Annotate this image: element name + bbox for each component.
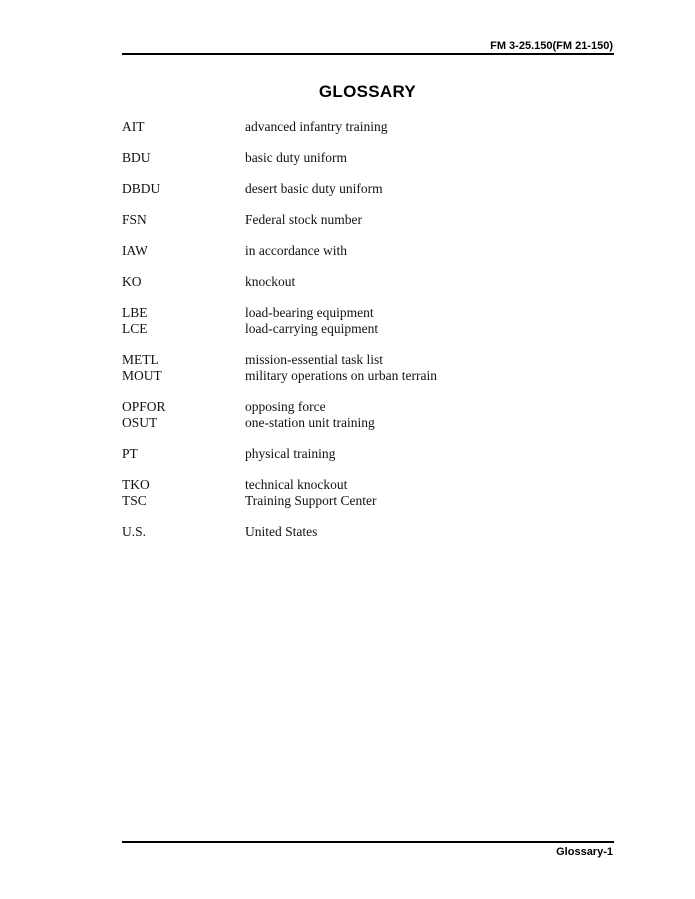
- glossary-group: [122, 274, 592, 290]
- glossary-definition: physical training: [245, 446, 336, 461]
- glossary-abbreviation: OSUT: [122, 415, 158, 430]
- glossary-definition: Federal stock number: [245, 212, 362, 227]
- glossary-entry: [122, 493, 592, 509]
- glossary-definition: desert basic duty uniform: [245, 181, 383, 196]
- glossary-definition: in accordance with: [245, 243, 347, 258]
- glossary-entry: [122, 305, 592, 321]
- glossary-group: [122, 212, 592, 228]
- header-rule: [122, 53, 614, 55]
- glossary-group: [122, 181, 592, 197]
- glossary-entry: [122, 150, 592, 166]
- glossary-group: [122, 446, 592, 462]
- glossary-abbreviation: TKO: [122, 477, 150, 492]
- glossary-abbreviation: FSN: [122, 212, 147, 227]
- glossary-definition: mission-essential task list: [245, 352, 383, 367]
- glossary-definition: military operations on urban terrain: [245, 368, 437, 383]
- glossary-definition: technical knockout: [245, 477, 348, 492]
- glossary-abbreviation: MOUT: [122, 368, 162, 383]
- glossary-definition: Training Support Center: [245, 493, 377, 508]
- glossary-abbreviation: KO: [122, 274, 142, 289]
- glossary-group: [122, 399, 592, 431]
- glossary-abbreviation: METL: [122, 352, 159, 367]
- glossary-definition: one-station unit training: [245, 415, 375, 430]
- glossary-definition: United States: [245, 524, 318, 539]
- glossary-definition: advanced infantry training: [245, 119, 388, 134]
- glossary-group: [122, 243, 592, 259]
- glossary-abbreviation: AIT: [122, 119, 145, 134]
- glossary-entry: [122, 446, 592, 462]
- glossary-group: [122, 119, 592, 135]
- glossary-entry: [122, 321, 592, 337]
- glossary-abbreviation: IAW: [122, 243, 148, 258]
- glossary-list: [122, 119, 592, 555]
- glossary-entry: [122, 524, 592, 540]
- glossary-abbreviation: OPFOR: [122, 399, 166, 414]
- glossary-group: [122, 524, 592, 540]
- glossary-group: [122, 150, 592, 166]
- glossary-entry: [122, 399, 592, 415]
- glossary-abbreviation: LBE: [122, 305, 148, 320]
- glossary-entry: [122, 368, 592, 384]
- glossary-entry: [122, 212, 592, 228]
- glossary-entry: [122, 181, 592, 197]
- glossary-definition: load-bearing equipment: [245, 305, 374, 320]
- glossary-entry: [122, 415, 592, 431]
- glossary-group: [122, 305, 592, 337]
- glossary-definition: load-carrying equipment: [245, 321, 379, 336]
- glossary-entry: [122, 119, 592, 135]
- glossary-entry: [122, 477, 592, 493]
- glossary-definition: basic duty uniform: [245, 150, 347, 165]
- glossary-entry: [122, 243, 592, 259]
- glossary-abbreviation: U.S.: [122, 524, 147, 539]
- glossary-abbreviation: BDU: [122, 150, 151, 165]
- glossary-group: [122, 352, 592, 384]
- glossary-abbreviation: PT: [122, 446, 138, 461]
- header-document-id: FM 3-25.150(FM 21-150): [490, 40, 613, 52]
- glossary-entry: [122, 274, 592, 290]
- glossary-group: [122, 477, 592, 509]
- footer-page-label: Glossary-1: [556, 846, 613, 858]
- footer-rule: [122, 841, 614, 843]
- glossary-entry: [122, 352, 592, 368]
- glossary-definition: opposing force: [245, 399, 326, 414]
- glossary-definition: knockout: [245, 274, 296, 289]
- glossary-abbreviation: LCE: [122, 321, 148, 336]
- page-title: GLOSSARY: [318, 82, 417, 101]
- glossary-abbreviation: TSC: [122, 493, 147, 508]
- glossary-abbreviation: DBDU: [122, 181, 161, 196]
